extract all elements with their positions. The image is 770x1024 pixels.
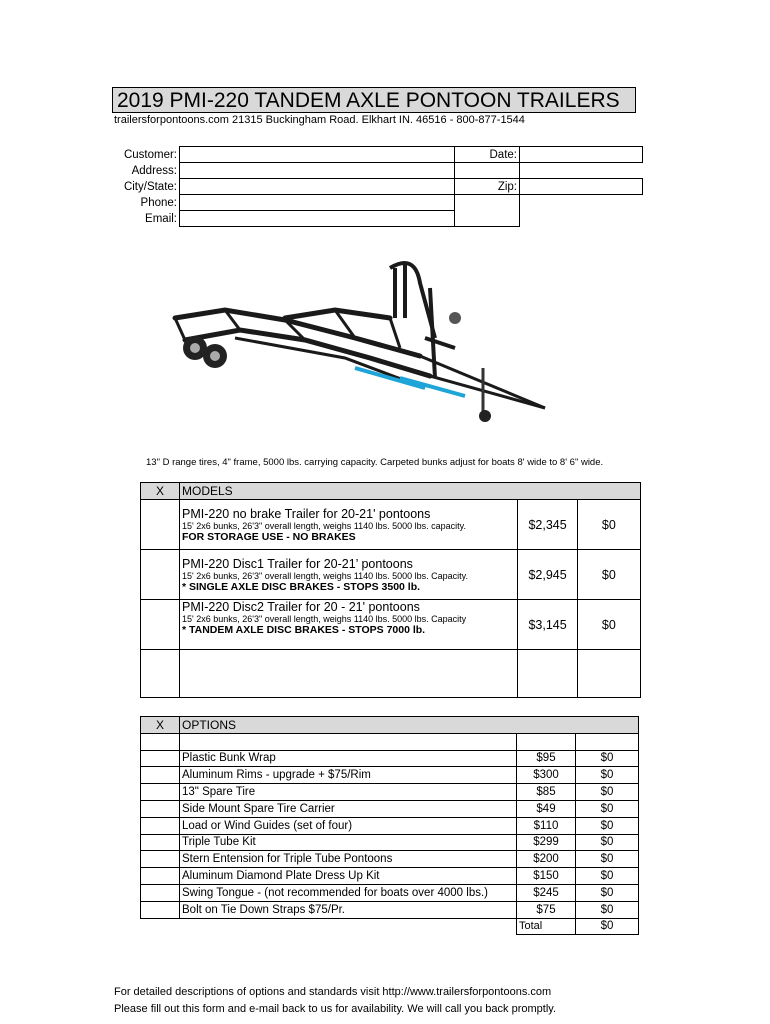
model-select-cell[interactable] (141, 550, 180, 600)
model-price: $2,945 (518, 550, 577, 600)
option-select-cell[interactable] (141, 784, 180, 801)
address-field[interactable] (180, 163, 455, 179)
option-price: $75 (517, 901, 576, 918)
model-note: * SINGLE AXLE DISC BRAKES - STOPS 3500 lb. (182, 580, 421, 593)
option-price: $85 (517, 784, 576, 801)
option-name: Plastic Bunk Wrap (180, 750, 517, 767)
option-name: Triple Tube Kit (180, 834, 517, 851)
model-note: * TANDEM AXLE DISC BRAKES - STOPS 7000 lb. (182, 624, 426, 636)
option-price: $110 (517, 817, 576, 834)
option-select-cell[interactable] (141, 851, 180, 868)
model-name: PMI-220 Disc1 Trailer for 20-21’ pontoons (182, 556, 413, 571)
option-select-cell[interactable] (141, 750, 180, 767)
customer-label: Customer: (123, 148, 177, 161)
option-name: Load or Wind Guides (set of four) (180, 817, 517, 834)
option-total: $0 (576, 901, 639, 918)
company-contact-line: trailersforpontoons.com 21315 Buckingham Road. Elkhart IN. 46516 - 800-877-1544 (114, 114, 525, 126)
city-state-label: City/State: (123, 180, 177, 193)
city-state-field[interactable] (180, 179, 455, 195)
option-name: Swing Tongue - (not recommended for boats over 4000 lbs.) (180, 884, 517, 901)
option-total: $0 (576, 851, 639, 868)
option-row (141, 784, 639, 801)
option-row (141, 800, 639, 817)
model-desc: 15' 2x6 bunks, 26'3" overall length, weighs 1140 lbs. 5000 lbs. capacity. (182, 520, 466, 531)
option-row (141, 901, 639, 918)
footer-line-1: For detailed descriptions of options and standards visit http://www.trailersforpontoons.com (114, 986, 552, 998)
option-select-cell[interactable] (141, 868, 180, 885)
model-desc: 15' 2x6 bunks, 26'3" overall length, weighs 1140 lbs. 5000 lbs. Capacity (182, 614, 467, 624)
models-header: MODELS (180, 483, 641, 500)
option-total: $0 (576, 784, 639, 801)
model-row (141, 500, 641, 550)
customer-info-form (113, 146, 643, 227)
spec-note: 13" D range tires, 4" frame, 5000 lbs. carrying capacity. Carpeted bunks adjust for boats 8' wide to 8' 6" wide. (146, 457, 604, 468)
zip-label: Zip: (455, 179, 520, 195)
option-select-cell[interactable] (141, 767, 180, 784)
phone-field[interactable] (180, 195, 455, 211)
phone-label: Phone: (140, 196, 177, 209)
model-name: PMI-220 no brake Trailer for 20-21' pontoons (182, 506, 431, 521)
models-x-header: X (141, 483, 180, 500)
grand-total: $0 (576, 918, 639, 935)
model-desc: 15' 2x6 bunks, 26'3" overall length, weighs 1140 lbs. 5000 lbs. Capacity. (182, 570, 468, 581)
pontoon-trailer-illustration (165, 248, 565, 433)
option-name: Aluminum Diamond Plate Dress Up Kit (180, 868, 517, 885)
address-label: Address: (131, 164, 177, 177)
option-row (141, 817, 639, 834)
options-x-header: X (141, 717, 180, 734)
email-field[interactable] (180, 211, 455, 227)
address-blank (455, 163, 520, 179)
option-total: $0 (576, 800, 639, 817)
customer-field[interactable] (180, 147, 455, 163)
option-total: $0 (576, 884, 639, 901)
footer-line-2: Please fill out this form and e-mail back to us for availability. We will call you back promptly. (114, 1003, 557, 1015)
option-name: 13" Spare Tire (180, 784, 517, 801)
option-select-cell[interactable] (141, 817, 180, 834)
option-row (141, 884, 639, 901)
option-total: $0 (576, 817, 639, 834)
option-price: $49 (517, 800, 576, 817)
option-price: $300 (517, 767, 576, 784)
zip-field[interactable] (520, 179, 643, 195)
option-name: Side Mount Spare Tire Carrier (180, 800, 517, 817)
option-price: $245 (517, 884, 576, 901)
model-price: $3,145 (518, 600, 577, 650)
model-row (141, 600, 641, 650)
option-total: $0 (576, 767, 639, 784)
model-row-empty (141, 650, 641, 698)
model-total: $0 (577, 500, 640, 550)
option-price: $200 (517, 851, 576, 868)
date-field[interactable] (520, 147, 643, 163)
model-row (141, 550, 641, 600)
option-select-cell[interactable] (141, 834, 180, 851)
option-row (141, 767, 639, 784)
option-select-cell[interactable] (141, 800, 180, 817)
option-name: Aluminum Rims - upgrade + $75/Rim (180, 767, 517, 784)
option-row (141, 750, 639, 767)
date-label: Date: (455, 147, 520, 163)
options-table (140, 716, 639, 935)
option-name: Bolt on Tie Down Straps $75/Pr. (180, 901, 517, 918)
option-price: $299 (517, 834, 576, 851)
option-row (141, 868, 639, 885)
options-header: OPTIONS (180, 717, 639, 734)
total-label: Total (517, 918, 576, 935)
option-select-cell[interactable] (141, 901, 180, 918)
model-select-cell[interactable] (141, 650, 180, 698)
model-total: $0 (577, 550, 640, 600)
models-table (140, 482, 641, 698)
option-row (141, 851, 639, 868)
option-total: $0 (576, 868, 639, 885)
page-title: 2019 PMI-220 TANDEM AXLE PONTOON TRAILERS (112, 87, 636, 113)
option-select-cell[interactable] (141, 884, 180, 901)
total-row (141, 918, 639, 935)
model-select-cell[interactable] (141, 500, 180, 550)
option-price: $150 (517, 868, 576, 885)
option-total: $0 (576, 834, 639, 851)
model-price: $2,345 (518, 500, 577, 550)
model-total: $0 (577, 600, 640, 650)
option-name: Stern Entension for Triple Tube Pontoons (180, 851, 517, 868)
model-name: PMI-220 Disc2 Trailer for 20 - 21' pontoons (182, 600, 420, 614)
model-note: FOR STORAGE USE - NO BRAKES (182, 530, 356, 543)
option-price: $95 (517, 750, 576, 767)
email-label: Email: (145, 212, 177, 225)
model-select-cell[interactable] (141, 600, 180, 650)
option-row (141, 834, 639, 851)
option-total: $0 (576, 750, 639, 767)
